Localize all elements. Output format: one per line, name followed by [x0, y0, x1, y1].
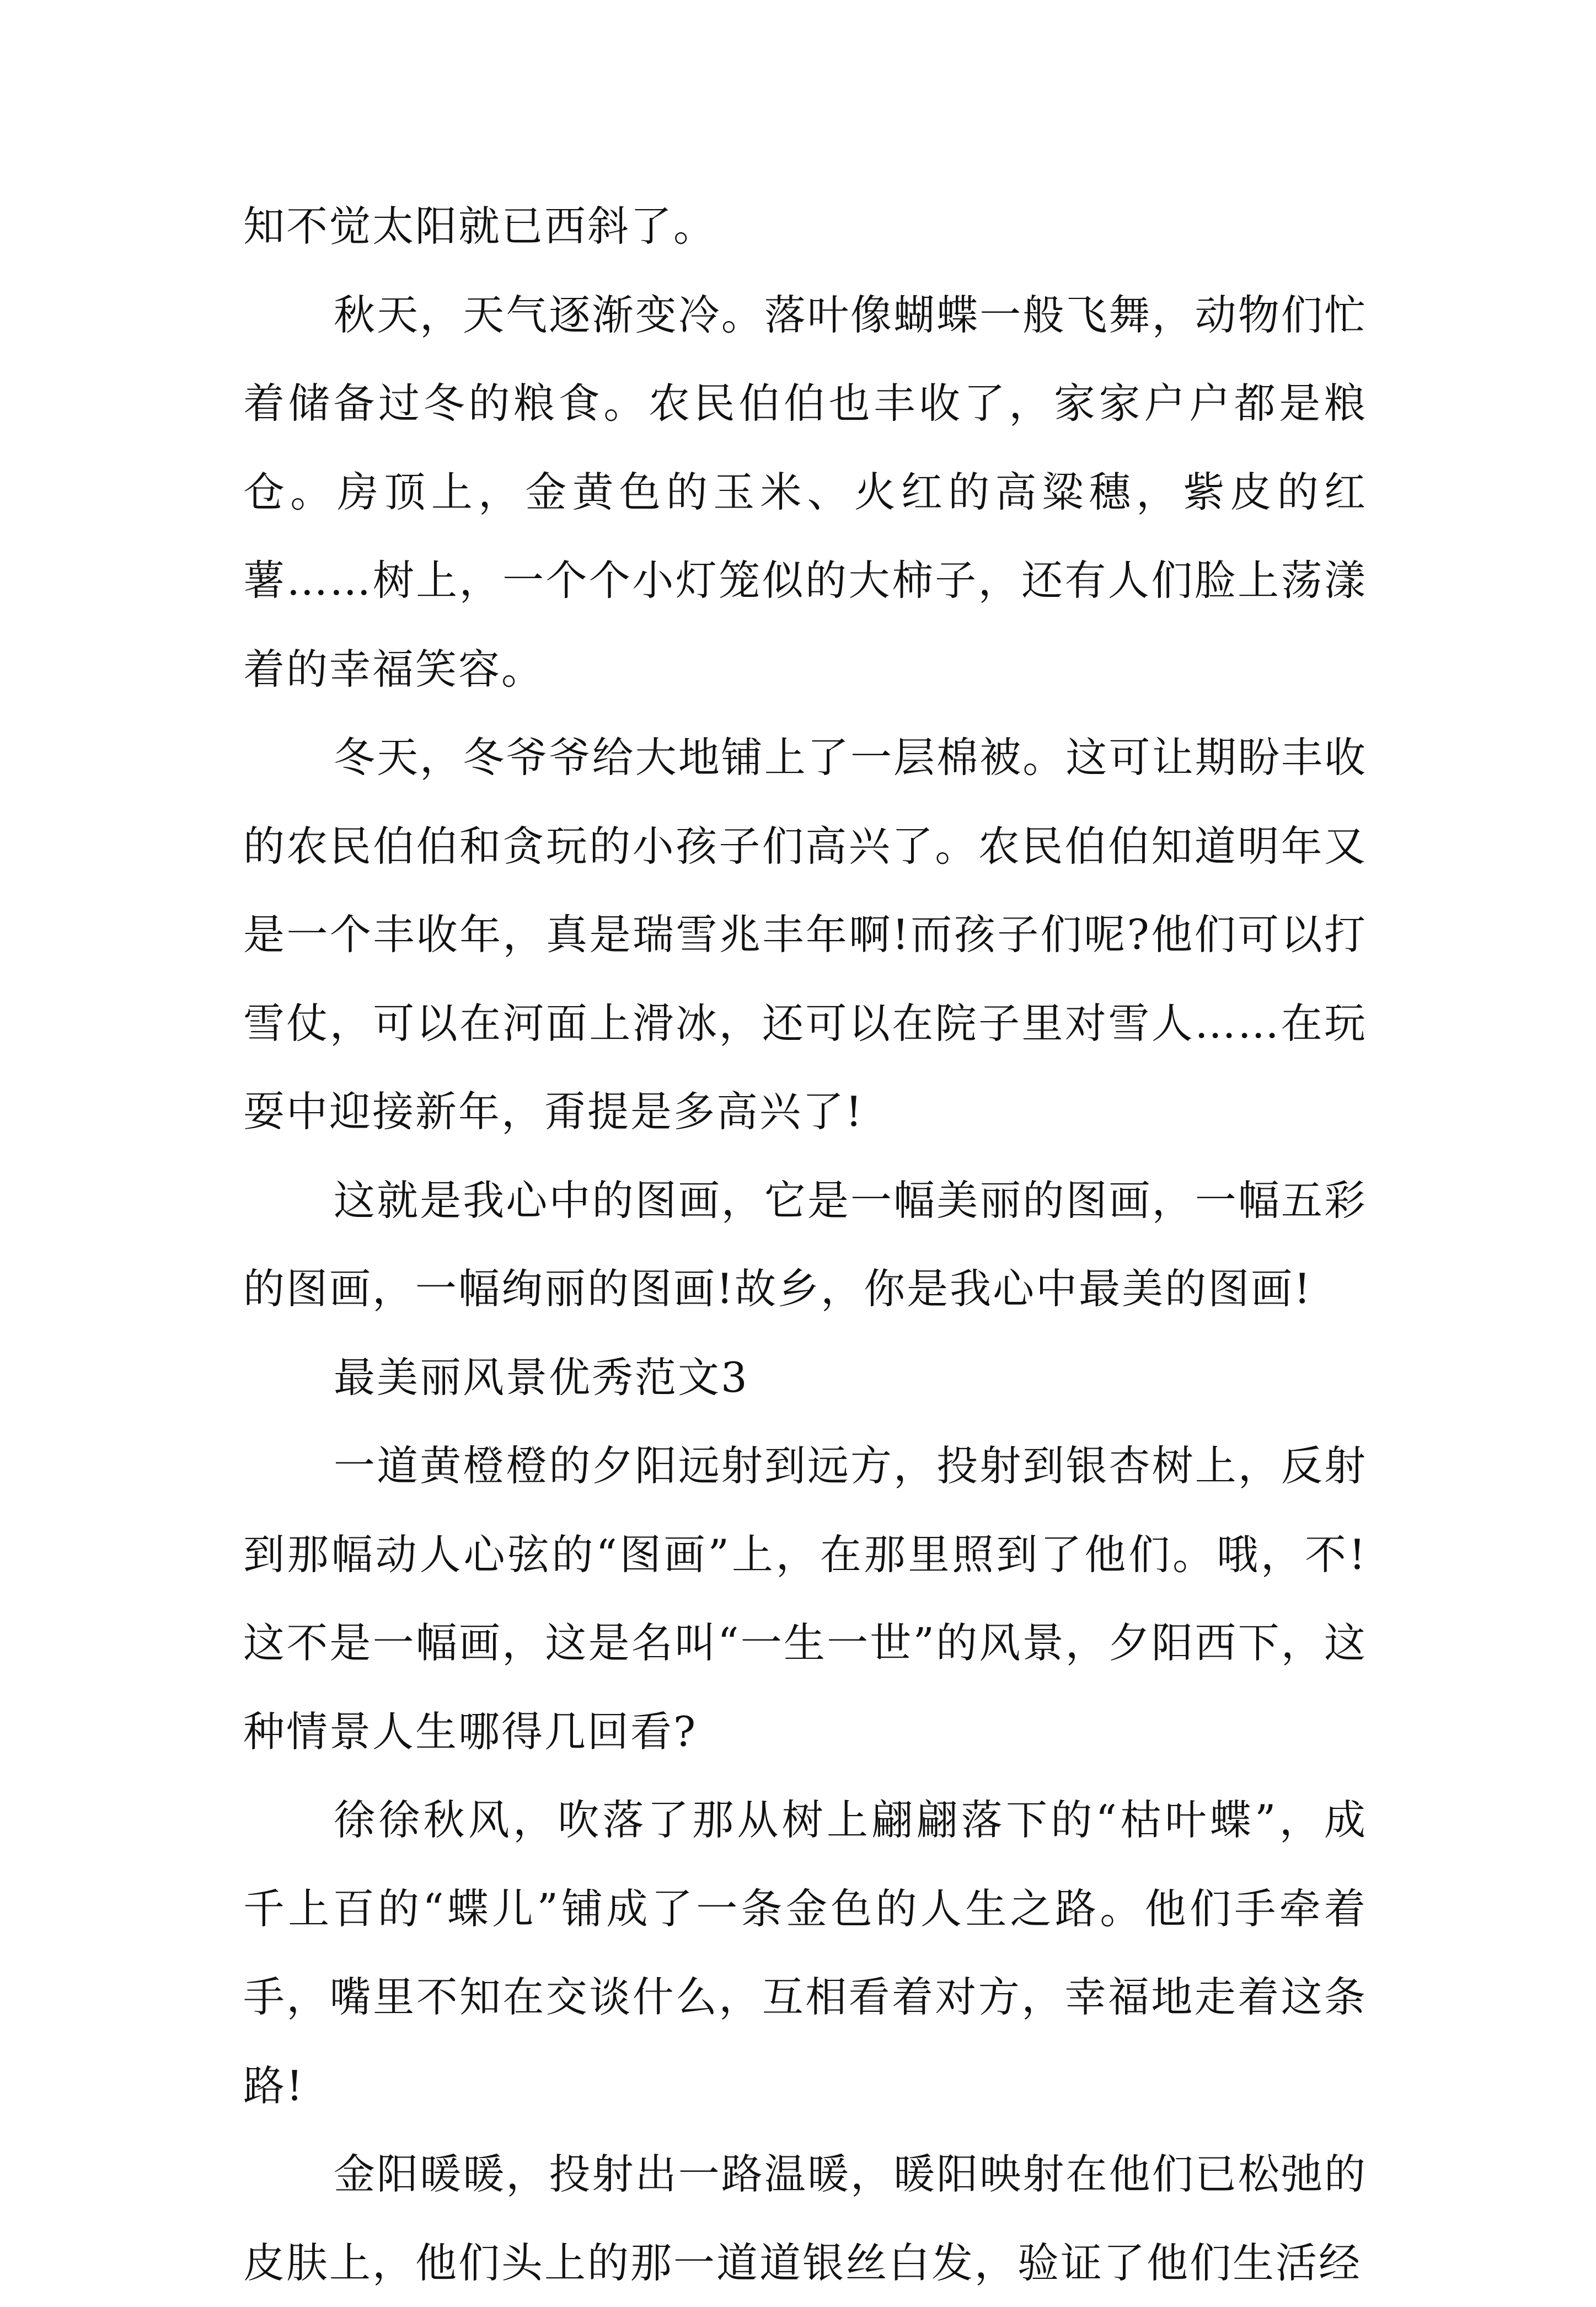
paragraph-winter: 冬天，冬爷爷给大地铺上了一层棉被。这可让期盼丰收的农民伯伯和贪玩的小孩子们高兴了。农民伯伯知道明年又是一个丰收年，真是瑞雪兆丰年啊!而孩子们呢?他们可以打雪仗，可以在河面上滑冰，还可以在院子里对雪人……在玩耍中迎接新年，甭提是多高兴了! — [243, 733, 1367, 1136]
document-body — [243, 182, 1367, 2307]
paragraph-golden-sun: 金阳暖暖，投射出一路温暖，暖阳映射在他们已松弛的皮肤上，他们头上的那一道道银丝白发，验证了他们生活经 — [243, 2150, 1367, 2287]
section-heading: 最美丽风景优秀范文3 — [334, 1353, 749, 1402]
paragraph-autumn: 秋天，天气逐渐变冷。落叶像蝴蝶一般飞舞，动物们忙着储备过冬的粮食。农民伯伯也丰收了，家家户户都是粮仓。房顶上，金黄色的玉米、火红的高粱穗，紫皮的红薯……树上，一个个小灯笼似的大柿子，还有人们脸上荡漾着的幸福笑容。 — [243, 290, 1367, 693]
paragraph-conclusion: 这就是我心中的图画，它是一幅美丽的图画，一幅五彩的图画，一幅绚丽的图画!故乡，你是我心中最美的图画! — [243, 1176, 1367, 1313]
paragraph-sunset: 一道黄橙橙的夕阳远射到远方，投射到银杏树上，反射到那幅动人心弦的“图画”上，在那里照到了他们。哦，不!这不是一幅画，这是名叫“一生一世”的风景，夕阳西下，这种情景人生哪得几回看? — [243, 1441, 1367, 1756]
paragraph-autumn-wind: 徐徐秋风，吹落了那从树上翩翩落下的“枯叶蝶”，成千上百的“蝶儿”铺成了一条金色的人生之路。他们手牵着手，嘴里不知在交谈什么，互相看着对方，幸福地走着这条路! — [243, 1796, 1367, 2110]
paragraph-continuation: 知不觉太阳就已西斜了。 — [243, 202, 717, 250]
